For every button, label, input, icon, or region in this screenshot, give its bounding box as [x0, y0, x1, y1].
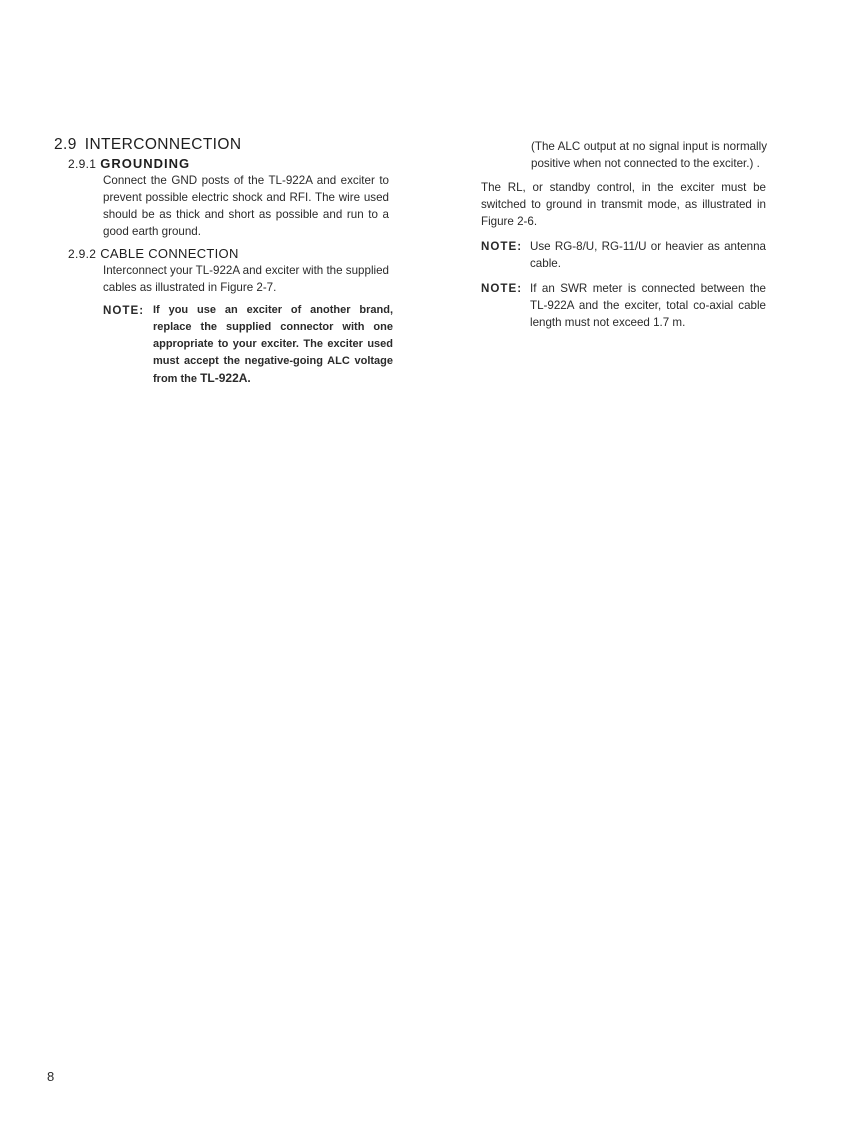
right-column [481, 138, 769, 331]
antenna-note-label: NOTE: [481, 240, 523, 253]
cable-body: Interconnect your TL-922A and exciter with the supplied cables as illustrated in Figure 2-7. [103, 264, 389, 294]
cable-heading [68, 246, 394, 262]
left-column [54, 136, 394, 388]
cable-note-model: TL-922A. [200, 371, 251, 385]
swr-note [481, 280, 766, 331]
swr-note-label: NOTE: [481, 282, 523, 295]
cable-number: 2.9.2 [68, 247, 97, 261]
antenna-note [481, 238, 766, 272]
grounding-body: Connect the GND posts of the TL-922A and exciter to prevent possible electric shock and RFI. The wire used should be as thick and short as possible and run to a good earth ground. [103, 174, 389, 238]
grounding-number: 2.9.1 [68, 157, 97, 171]
cable-note-text [153, 302, 393, 388]
grounding-heading [68, 156, 394, 172]
cable-note-label: NOTE: [103, 304, 145, 317]
cable-note [103, 302, 393, 388]
section-title: INTERCONNECTION [84, 136, 242, 153]
alc-paragraph: (The ALC output at no signal input is normally positive when not connected to the exciter.) . [531, 140, 767, 170]
page-number: 8 [47, 1069, 55, 1084]
cable-note-body: If you use an exciter of another brand, replace the supplied connector with one appropriate to your exciter. The exciter used must accept the negative-going ALC voltage from the [153, 304, 393, 385]
rl-paragraph: The RL, or standby control, in the exciter must be switched to ground in transmit mode, as illustrated in Figure 2-6. [481, 181, 766, 228]
section-number: 2.9 [54, 136, 77, 153]
antenna-note-text: Use RG-8/U, RG-11/U or heavier as antenna cable. [530, 240, 766, 270]
section-heading [54, 136, 394, 154]
cable-title: CABLE CONNECTION [100, 246, 239, 261]
swr-note-text: If an SWR meter is connected between the TL-922A and the exciter, total co-axial cable length must not exceed 1.7 m. [530, 282, 766, 329]
grounding-title: GROUNDING [100, 156, 191, 171]
